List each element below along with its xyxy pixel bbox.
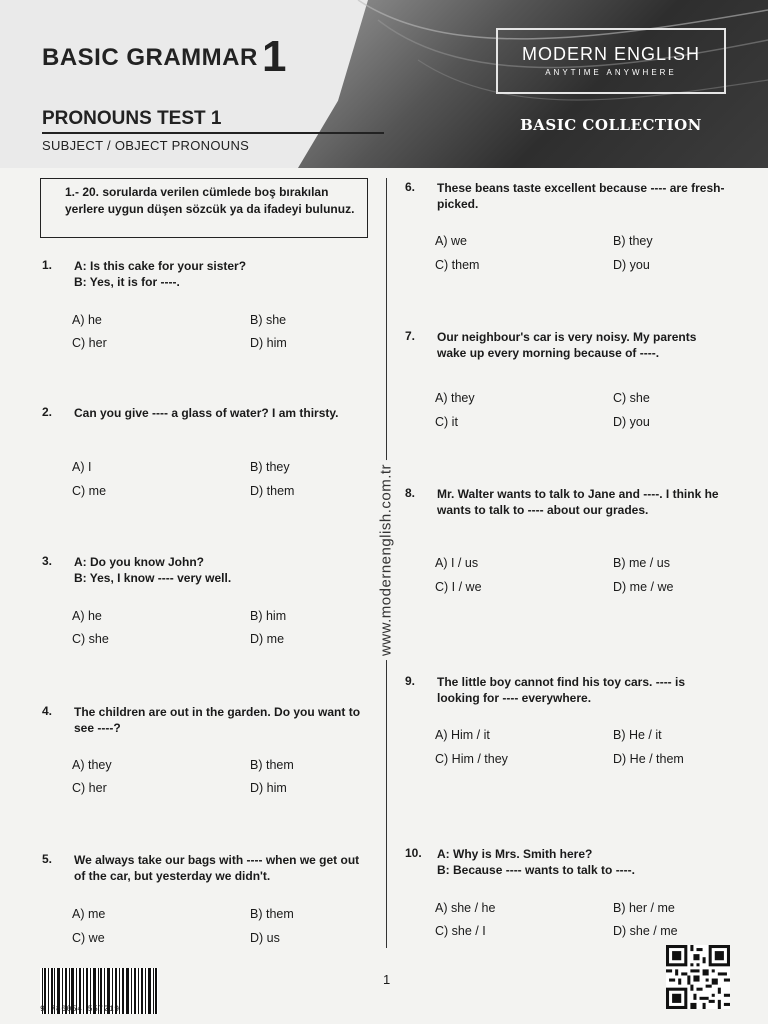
option-d[interactable]: D) she / me — [613, 924, 678, 938]
option-b[interactable]: B) she — [250, 313, 287, 327]
question-number: 9. — [405, 674, 416, 688]
question-stem: The children are out in the garden. Do you want to see ----? — [74, 705, 361, 735]
option-c[interactable]: C) me — [72, 484, 107, 498]
barcode-number: 9 786054 557219 — [40, 1005, 120, 1014]
option-a[interactable]: A) he — [72, 313, 102, 327]
question-stem: Mr. Walter wants to talk to Jane and ----. I think he wants to talk to ---- about our grades. — [437, 487, 719, 517]
option-a[interactable]: A) I — [72, 460, 92, 474]
option-b[interactable]: B) they — [250, 460, 290, 474]
instructions-box: 1.- 20. sorularda verilen cümlede boş bırakılan yerlere uygun düşen sözcük ya da ifadeyi bulunuz. — [40, 178, 368, 238]
option-b[interactable]: B) him — [250, 609, 287, 623]
option-b[interactable]: B) they — [613, 234, 653, 248]
question-number: 5. — [42, 852, 53, 866]
option-c[interactable]: C) she / I — [435, 924, 486, 938]
collection-label: BASIC COLLECTION — [520, 116, 702, 134]
option-a[interactable]: A) we — [435, 234, 467, 248]
option-a[interactable]: A) they — [72, 758, 112, 772]
option-c[interactable]: C) her — [72, 336, 107, 350]
question-number: 7. — [405, 329, 416, 343]
option-c[interactable]: C) Him / they — [435, 752, 508, 766]
option-c[interactable]: C) she — [72, 632, 109, 646]
option-d[interactable]: D) you — [613, 258, 650, 272]
level-number: 1 — [262, 32, 287, 81]
option-d[interactable]: D) me / we — [613, 580, 674, 594]
series-title: BASIC GRAMMAR — [42, 44, 258, 71]
option-c[interactable]: C) her — [72, 781, 107, 795]
option-c[interactable]: C) we — [72, 931, 105, 945]
option-a[interactable]: A) they — [435, 391, 475, 405]
option-b[interactable]: B) them — [250, 907, 294, 921]
question-number: 4. — [42, 704, 53, 718]
option-d[interactable]: D) He / them — [613, 752, 684, 766]
qr-code-icon — [665, 945, 731, 1009]
question-number: 3. — [42, 554, 53, 568]
test-subtitle: SUBJECT / OBJECT PRONOUNS — [42, 138, 250, 153]
option-a[interactable]: A) he — [72, 609, 102, 623]
question-number: 6. — [405, 180, 416, 194]
question-stem: We always take our bags with ---- when we get out of the car, but yesterday we didn't. — [74, 853, 360, 883]
brand-logo-box — [496, 28, 726, 94]
test-title: PRONOUNS TEST 1 — [42, 108, 222, 129]
option-b[interactable]: B) me / us — [613, 556, 670, 570]
question-number: 10. — [405, 846, 422, 860]
website-url: www.modernenglish.com.tr — [378, 460, 395, 660]
question-stem: A: Is this cake for your sister? B: Yes, it is for ----. — [74, 259, 247, 289]
question-stem: The little boy cannot find his toy cars. ---- is looking for ---- everywhere. — [437, 675, 686, 705]
brand-tagline: ANYTIME ANYWHERE — [545, 68, 677, 77]
question-number: 2. — [42, 405, 53, 419]
option-d[interactable]: D) me — [250, 632, 285, 646]
question-stem: A: Why is Mrs. Smith here? B: Because ---- wants to talk to ----. — [437, 847, 636, 877]
question-stem: These beans taste excellent because ---- are fresh-picked. — [437, 181, 725, 211]
title-underline — [42, 132, 384, 134]
question-number: 1. — [42, 258, 53, 272]
option-b[interactable]: B) her / me — [613, 901, 675, 915]
option-b[interactable]: C) she — [613, 391, 650, 405]
option-a[interactable]: A) she / he — [435, 901, 496, 915]
option-d[interactable]: D) him — [250, 336, 287, 350]
option-c[interactable]: C) it — [435, 415, 458, 429]
option-c[interactable]: C) I / we — [435, 580, 482, 594]
option-b[interactable]: B) them — [250, 758, 294, 772]
option-a[interactable]: A) Him / it — [435, 728, 490, 742]
question-stem: Can you give ---- a glass of water? I am thirsty. — [74, 406, 339, 420]
question-stem: Our neighbour's car is very noisy. My parents wake up every morning because of ----. — [437, 330, 697, 360]
option-d[interactable]: D) him — [250, 781, 287, 795]
option-d[interactable]: D) you — [613, 415, 650, 429]
option-a[interactable]: A) me — [72, 907, 106, 921]
question-number: 8. — [405, 486, 416, 500]
option-a[interactable]: A) I / us — [435, 556, 479, 570]
option-b[interactable]: B) He / it — [613, 728, 662, 742]
question-stem: A: Do you know John? B: Yes, I know ---- very well. — [74, 555, 232, 585]
brand-name: MODERN ENGLISH — [521, 44, 701, 64]
option-d[interactable]: D) them — [250, 484, 295, 498]
page-number: 1 — [383, 972, 391, 987]
option-c[interactable]: C) them — [435, 258, 480, 272]
option-d[interactable]: D) us — [250, 931, 280, 945]
